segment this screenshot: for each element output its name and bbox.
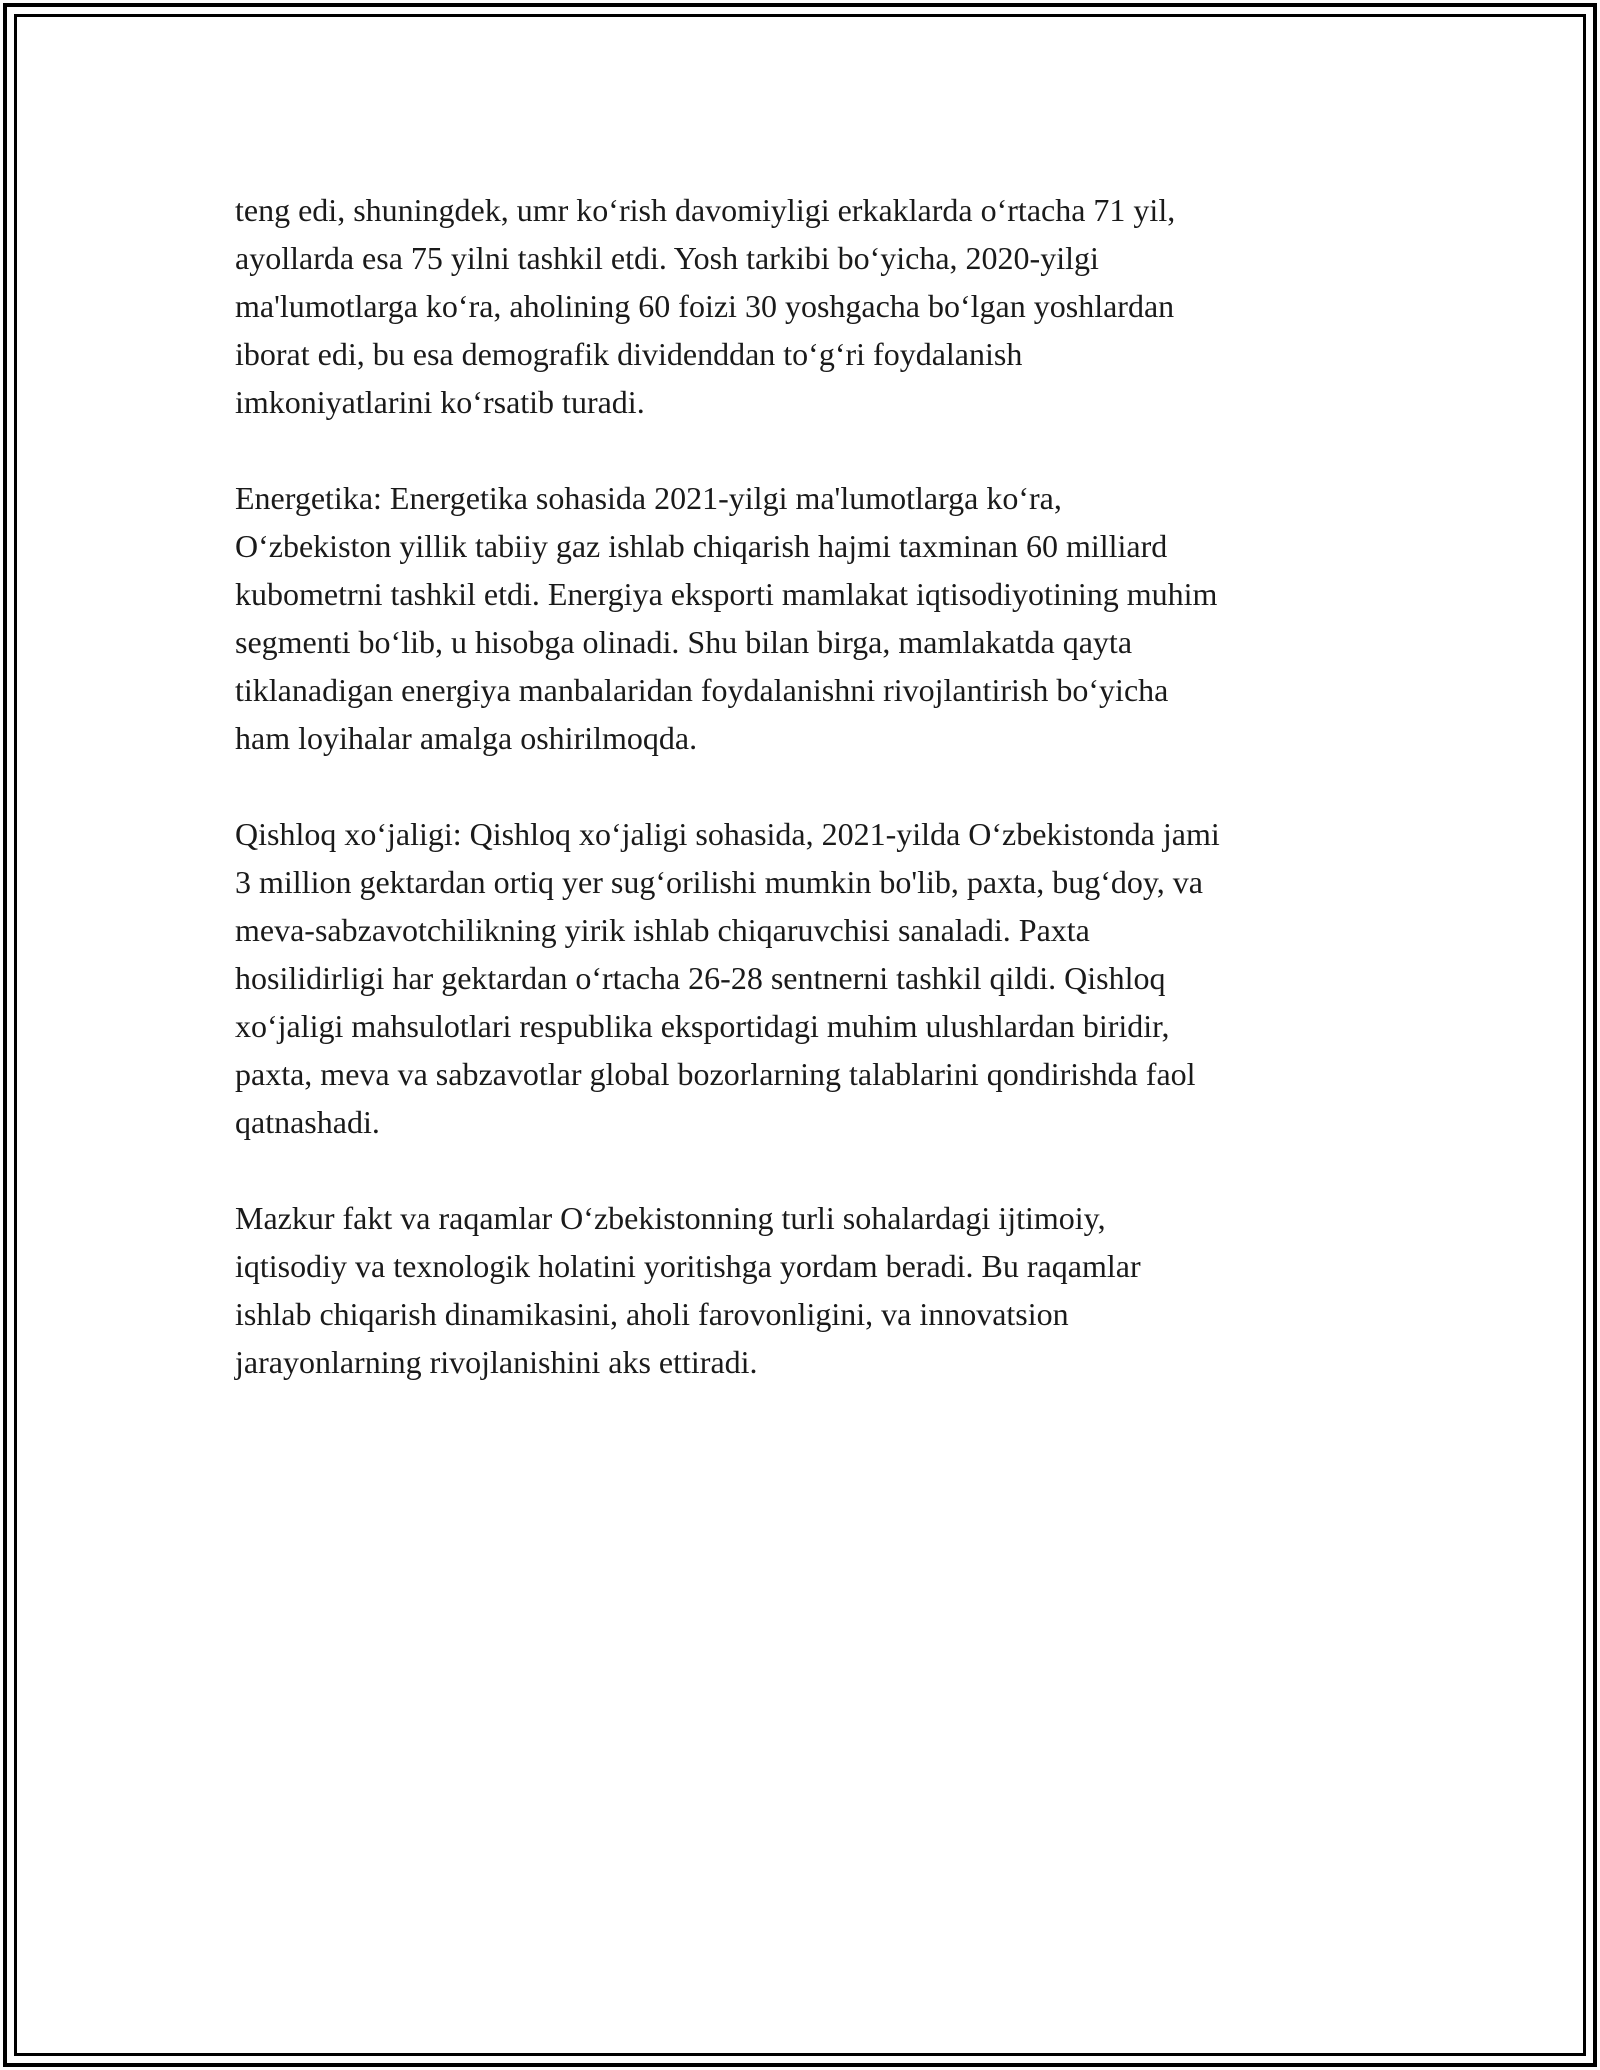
paragraph-agriculture xyxy=(235,810,1385,1146)
text-line: paxta, meva va sabzavotlar global bozorlarning talablarini qondirishda faol xyxy=(235,1056,1196,1092)
document-body xyxy=(235,186,1385,1434)
text-line: teng edi, shuningdek, umr ko‘rish davomiyligi erkaklarda o‘rtacha 71 yil, xyxy=(235,192,1176,228)
text-line: Mazkur fakt va raqamlar O‘zbekistonning turli sohalardagi ijtimoiy, xyxy=(235,1200,1106,1236)
paragraph-conclusion xyxy=(235,1194,1385,1386)
text-line: ma'lumotlarga ko‘ra, aholining 60 foizi 30 yoshgacha bo‘lgan yoshlardan xyxy=(235,288,1175,324)
text-line: meva-sabzavotchilikning yirik ishlab chiqaruvchisi sanaladi. Paxta xyxy=(235,912,1090,948)
text-line: iborat edi, bu esa demografik dividenddan to‘g‘ri foydalanish xyxy=(235,336,1023,372)
text-line: jarayonlarning rivojlanishini aks ettiradi. xyxy=(235,1344,758,1380)
text-line: segmenti bo‘lib, u hisobga olinadi. Shu bilan birga, mamlakatda qayta xyxy=(235,624,1133,660)
paragraph-energy xyxy=(235,474,1385,762)
text-line: ham loyihalar amalga oshirilmoqda. xyxy=(235,720,698,756)
text-line: xo‘jaligi mahsulotlari respublika eksportidagi muhim ulushlardan biridir, xyxy=(235,1008,1170,1044)
text-line: qatnashadi. xyxy=(235,1104,380,1140)
paragraph-demographics xyxy=(235,186,1385,426)
text-line: Energetika: Energetika sohasida 2021-yilgi ma'lumotlarga ko‘ra, xyxy=(235,480,1062,516)
text-line: tiklanadigan energiya manbalaridan foydalanishni rivojlantirish bo‘yicha xyxy=(235,672,1169,708)
text-line: O‘zbekiston yillik tabiiy gaz ishlab chiqarish hajmi taxminan 60 milliard xyxy=(235,528,1168,564)
text-line: kubometrni tashkil etdi. Energiya eksporti mamlakat iqtisodiyotining muhim xyxy=(235,576,1218,612)
text-line: Qishloq xo‘jaligi: Qishloq xo‘jaligi sohasida, 2021-yilda O‘zbekistonda jami xyxy=(235,816,1220,852)
text-line: iqtisodiy va texnologik holatini yoritishga yordam beradi. Bu raqamlar xyxy=(235,1248,1141,1284)
text-line: 3 million gektardan ortiq yer sug‘orilishi mumkin bo'lib, paxta, bug‘doy, va xyxy=(235,864,1203,900)
text-line: imkoniyatlarini ko‘rsatib turadi. xyxy=(235,384,645,420)
text-line: ishlab chiqarish dinamikasini, aholi farovonligini, va innovatsion xyxy=(235,1296,1069,1332)
text-line: hosilidirligi har gektardan o‘rtacha 26-28 sentnerni tashkil qildi. Qishloq xyxy=(235,960,1166,996)
text-line: ayollarda esa 75 yilni tashkil etdi. Yosh tarkibi bo‘yicha, 2020-yilgi xyxy=(235,240,1099,276)
